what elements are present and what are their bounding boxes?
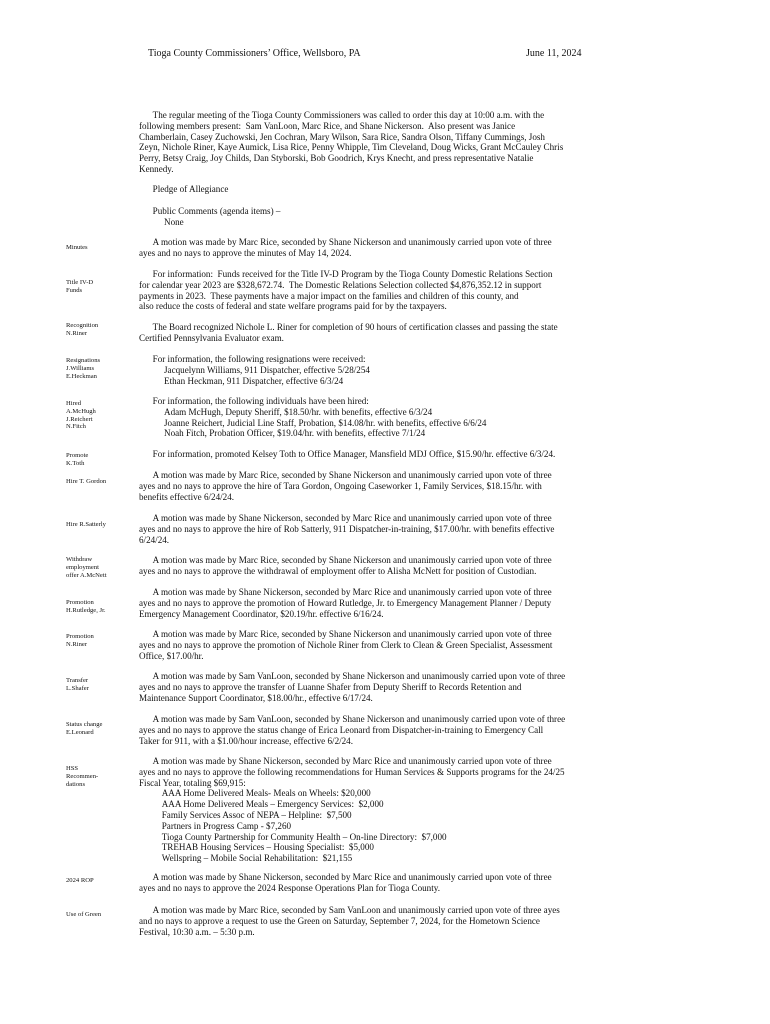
entry-recognition: The Board recognized Nichole L. Riner for completion of 90 hours of certification classes and passing the state Certified Pennsylvania Evaluator exam. (139, 322, 558, 343)
margin-label-rop: 2024 ROP (66, 877, 94, 884)
entry-transfer: A motion was made by Sam VanLoon, seconded by Shane Nickerson and unanimously carried upon vote of three ayes and no nays to approve the transfer of Luanne Shafer from Deputy Sheriff to Records Retention and Maintenance Support Coordinator, $18.00/hr., effective 6/17/24. (139, 671, 566, 703)
entry-resignations: For information, the following resignations were received: Jacquelynn Williams, 911 Dispatcher, effective 5/28/254 Ethan Heckman, 911 Dispatcher, effective 6/3/24 (152, 354, 370, 386)
margin-label-transfer: Transfer L.Shafer (66, 677, 89, 692)
header-date: June 11, 2024 (526, 48, 582, 59)
margin-label-hire-gordon: Hire T. Gordon (66, 478, 107, 485)
entry-withdraw: A motion was made by Marc Rice, seconded by Shane Nickerson and unanimously carried upon vote of three ayes and no nays to approve the withdrawal of employment offer to Alisha McNett for position of Custodian. (139, 555, 552, 576)
margin-label-promotion-riner: Promotion N.Riner (66, 633, 94, 648)
margin-label-minutes: Minutes (66, 244, 88, 251)
entry-hired: For information, the following individuals have been hired: Adam McHugh, Deputy Sheriff, $18.50/hr. with benefits, effective 6/3/24 Joanne Reichert, Judicial Line Staff, Probation, $14.08/hr. with benefits, effective 6/6/24 Noah Fitch, Probation Officer, $19.04/hr. with benefits, effective 7/1/24 (152, 396, 487, 439)
margin-label-status-change: Status change E.Leonard (66, 721, 103, 736)
intro-paragraph: The regular meeting of the Tioga County Commissioners was called to order this day at 10:00 a.m. with the following members present: Sam VanLoon, Marc Rice, and Shane Nickerson. Also present was Janice Chamberlain, Casey Zuchowski, Jen Cochran, Mary Wilson, Sara Rice, Sandra Olson, Tiffany Cummings, Josh Zeyn, Nichole Riner, Kaye Aumick, Lisa Rice, Penny Whipple, Tim Cleveland, Doug Wicks, Grant McCauley Chris Perry, Betsy Craig, Joy Childs, Dan Styborski, Bob Goodrich, Krys Knecht, and press representative Natalie Kennedy. (139, 110, 564, 174)
entry-minutes: A motion was made by Marc Rice, seconded by Shane Nickerson and unanimously carried upon vote of three ayes and no nays to approve the minutes of May 14, 2024. (139, 237, 552, 258)
pledge-of-allegiance: Pledge of Allegiance (139, 184, 229, 194)
margin-label-hss: HSS Recommen- dations (66, 765, 99, 788)
margin-label-resignations: Resignations J.Williams E.Heckman (66, 357, 101, 380)
entry-hss: A motion was made by Shane Nickerson, seconded by Marc Rice and unanimously carried upon vote of three ayes and no nays to approve the following recommendations for Human Services & Supports programs for the 24/25 Fiscal Year, totaling $69,915: AAA Home Delivered Meals- Meals on Wheels: $20,000 AAA Home Delivered Meals – Emergency Services: $2,000 Family Services Assoc of NEPA – Helpline: $7,500 Partners in Progress Camp - $7,260 Tioga County Partnership for Community Health – On-line Directory: $7,000 TREHAB Housing Services – Housing Specialist: $5,000 Wellspring – Mobile Social Rehabilitation: $21,155 (139, 756, 565, 864)
entry-status-change: A motion was made by Sam VanLoon, seconded by Shane Nickerson and unanimously carried upon vote of three ayes and no nays to approve the status change of Erica Leonard from Dispatcher-in-training to Emergency Call Taker for 911, with a $1.00/hour increase, effective 6/2/24. (139, 714, 566, 746)
entry-promote: For information, promoted Kelsey Toth to Office Manager, Mansfield MDJ Office, $15.90/hr. effective 6/3/24. (139, 449, 556, 459)
margin-label-promote: Promote K.Toth (66, 452, 89, 467)
margin-label-promotion-rutledge: Promotion H.Rutledge, Jr. (66, 599, 106, 614)
entry-use-of-green: A motion was made by Marc Rice, seconded by Sam VanLoon and unanimously carried upon vote of three ayes and no nays to approve a request to use the Green on Saturday, September 7, 2024, for the Hometown Science Festival, 10:30 a.m. – 5:30 p.m. (139, 905, 560, 937)
margin-label-withdraw: Withdraw employment offer A.McNett (66, 556, 107, 579)
margin-label-recognition: Recognition N.Riner (66, 322, 99, 337)
entry-promotion-riner: A motion was made by Marc Rice, seconded by Shane Nickerson and unanimously carried upon vote of three ayes and no nays to approve the promotion of Nichole Riner from Clerk to Clean & Green Specialist, Assessment Office, $17.00/hr. (139, 629, 553, 661)
public-comments: Public Comments (agenda items) – None (152, 206, 281, 227)
entry-title-iv-d: For information: Funds received for the Title IV-D Program by the Tioga County Domestic Relations Section for calendar year 2023 are $328,672.74. The Domestic Relations Selection collected $4,876,352.12 in support payments in 2023. These payments have a major impact on the families and children of this county, and also reduce the costs of federal and state welfare programs paid for by the taxpayers. (139, 269, 553, 312)
entry-rop: A motion was made by Shane Nickerson, seconded by Marc Rice and unanimously carried upon vote of three ayes and no nays to approve the 2024 Response Operations Plan for Tioga County. (139, 872, 552, 893)
margin-label-title-iv-d: Title IV-D Funds (66, 279, 94, 294)
margin-label-hired: Hired A.McHugh J.Reichert N.Fitch (66, 400, 96, 431)
margin-label-use-of-green: Use of Green (66, 911, 102, 918)
entry-hire-gordon: A motion was made by Marc Rice, seconded by Shane Nickerson and unanimously carried upon vote of three ayes and no nays to approve the hire of Tara Gordon, Ongoing Caseworker 1, Family Services, $18.15/hr. with benefits effective 6/24/24. (139, 470, 552, 502)
entry-hire-satterly: A motion was made by Shane Nickerson, seconded by Marc Rice and unanimously carried upon vote of three ayes and no nays to approve the hire of Rob Satterly, 911 Dispatcher-in-training, $17.00/hr. with benefits effective 6/24/24. (139, 513, 555, 545)
margin-label-hire-satterly: Hire R.Satterly (66, 521, 106, 528)
entry-promotion-rutledge: A motion was made by Shane Nickerson, seconded by Marc Rice and unanimously carried upon vote of three ayes and no nays to approve the promotion of Howard Rutledge, Jr. to Emergency Management Planner / Deputy Emergency Management Coordinator, $20.19/hr. effective 6/16/24. (139, 587, 552, 619)
header-office: Tioga County Commissioners’ Office, Wellsboro, PA (148, 48, 361, 59)
